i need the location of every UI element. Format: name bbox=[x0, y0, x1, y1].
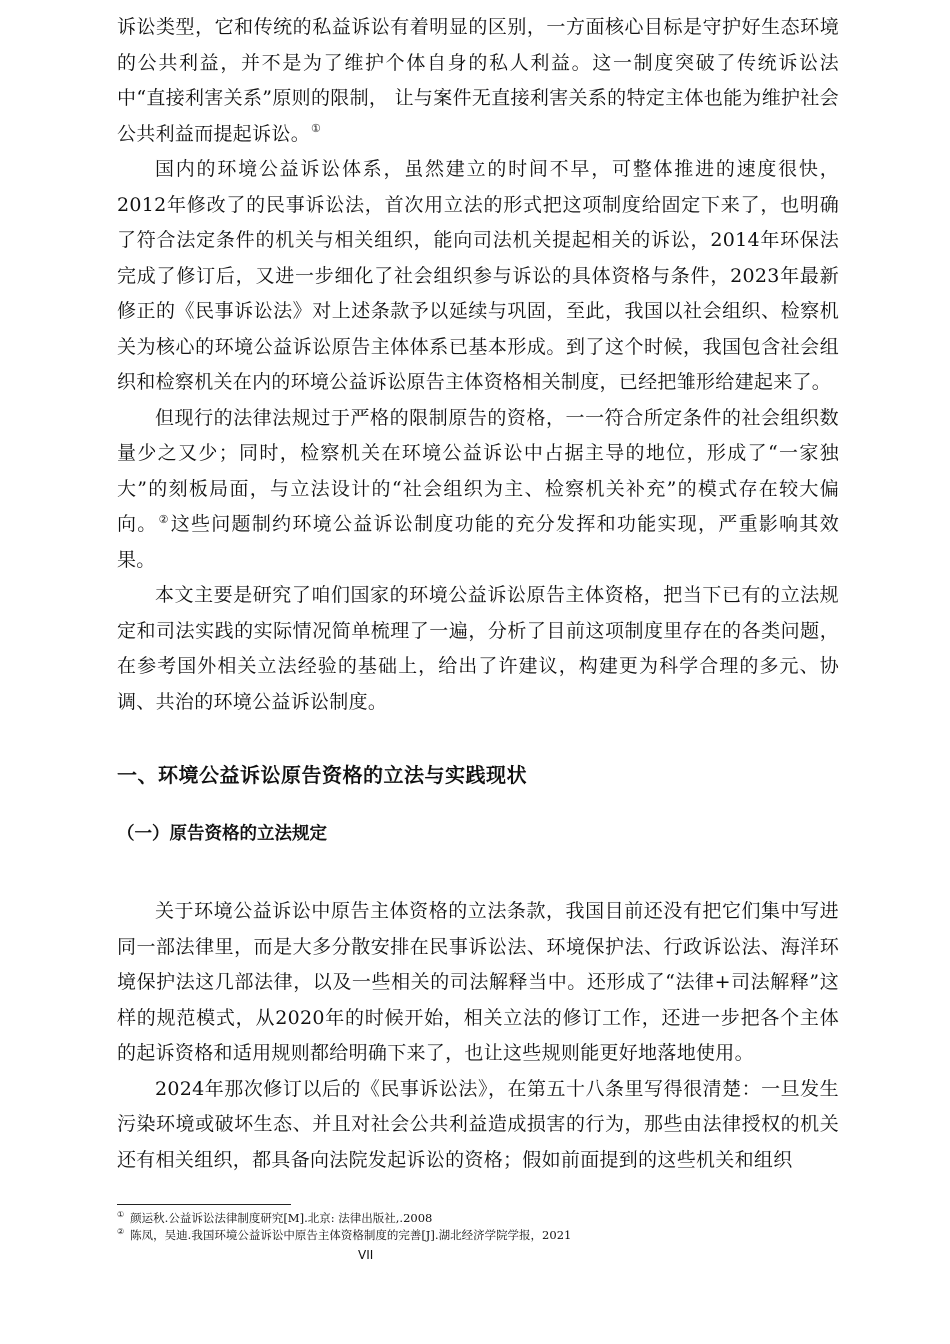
subsection-heading: （一）原告资格的立法规定 bbox=[117, 824, 327, 844]
paragraph-4: 本文主要是研究了咱们国家的环境公益诉讼原告主体资格，把当下已有的立法规定和司法实践的实际情况简单梳理了一遍，分析了目前这项制度里存在的各类问题，在参考国外相关立法经验的基础上，给出了许建议，构建更为科学合理的多元、协调、共治的环境公益诉讼制度。 bbox=[117, 584, 839, 713]
page-number: VII bbox=[358, 1248, 374, 1262]
footnote-2-text: 陈凤，吴迪.我国环境公益诉讼中原告主体资格制度的完善[J].湖北经济学院学报，2021 bbox=[130, 1228, 572, 1242]
spacer bbox=[117, 850, 839, 894]
document-body bbox=[117, 10, 839, 1178]
footnote-divider bbox=[117, 1204, 291, 1205]
footnote-ref-1[interactable]: ① bbox=[311, 122, 322, 136]
section-heading: 一、环境公益诉讼原告资格的立法与实践现状 bbox=[117, 763, 527, 787]
footnote-ref-2[interactable]: ② bbox=[158, 512, 170, 526]
paragraph-3-text-b: 这些问题制约环境公益诉讼制度功能的充分发挥和功能实现，严重影响其效果。 bbox=[117, 513, 839, 571]
footnotes bbox=[117, 1204, 839, 1244]
footnote-1-text: 颜运秋.公益诉讼法律制度研究[M].北京: 法律出版社,.2008 bbox=[130, 1211, 433, 1225]
paragraph-6: 2024年那次修订以后的《民事诉讼法》，在第五十八条里写得很清楚：一旦发生污染环境或破坏生态、并且对社会公共利益造成损害的行为，那些由法律授权的机关还有相关组织，都具备向法院发起诉讼的资格；假如前面提到的这些机关和组织 bbox=[117, 1077, 839, 1171]
footnote-2-mark: ② bbox=[117, 1227, 125, 1237]
paragraph-3-text-a: 但现行的法律法规过于严格的限制原告的资格，一一符合所定条件的社会组织数量少之又少；同时，检察机关在环境公益诉讼中占据主导的地位，形成了“一家独大”的刻板局面，与立法设计的“社会组织为主、检察机关补充”的模式存在较大偏向。 bbox=[117, 406, 839, 535]
paragraph-2: 国内的环境公益诉讼体系，虽然建立的时间不早，可整体推进的速度很快，2012年修改了的民事诉讼法，首次用立法的形式把这项制度给固定下来了，也明确了符合法定条件的机关与相关组织，能向司法机关提起相关的诉讼，2014年环保法完成了修订后，又进一步细化了社会组织参与诉讼的具体资格与条件，2023年最新修正的《民事诉讼法》对上述条款予以延续与巩固，至此，我国以社会组织、检察机关为核心的环境公益诉讼原告主体体系已基本形成。到了这个时候，我国包含社会组织和检察机关在内的环境公益诉讼原告主体资格相关制度，已经把雏形给建起来了。 bbox=[117, 158, 839, 393]
paragraph-5: 关于环境公益诉讼中原告主体资格的立法条款，我国目前还没有把它们集中写进同一部法律里，而是大多分散安排在民事诉讼法、环境保护法、行政诉讼法、海洋环境保护法这几部法律，以及一些相关的司法解释当中。还形成了“法律+司法解释”这样的规范模式，从2020年的时候开始，相关立法的修订工作，还进一步把各个主体的起诉资格和适用规则都给明确下来了，也让这些规则能更好地落地使用。 bbox=[117, 900, 839, 1064]
paragraph-1-text: 诉讼类型，它和传统的私益诉讼有着明显的区别，一方面核心目标是守护好生态环境的公共利益，并不是为了维护个体自身的私人利益。这一制度突破了传统诉讼法中“直接利害关系”原则的限制， 让与案件无直接利害关系的特定主体也能为维护社会公共利益而提起诉讼。 bbox=[117, 16, 839, 145]
paragraph-3 bbox=[117, 401, 839, 579]
footnote-2 bbox=[117, 1227, 839, 1244]
paragraph-1 bbox=[117, 10, 839, 152]
footnote-1 bbox=[117, 1210, 839, 1227]
footnote-1-mark: ① bbox=[117, 1210, 125, 1220]
